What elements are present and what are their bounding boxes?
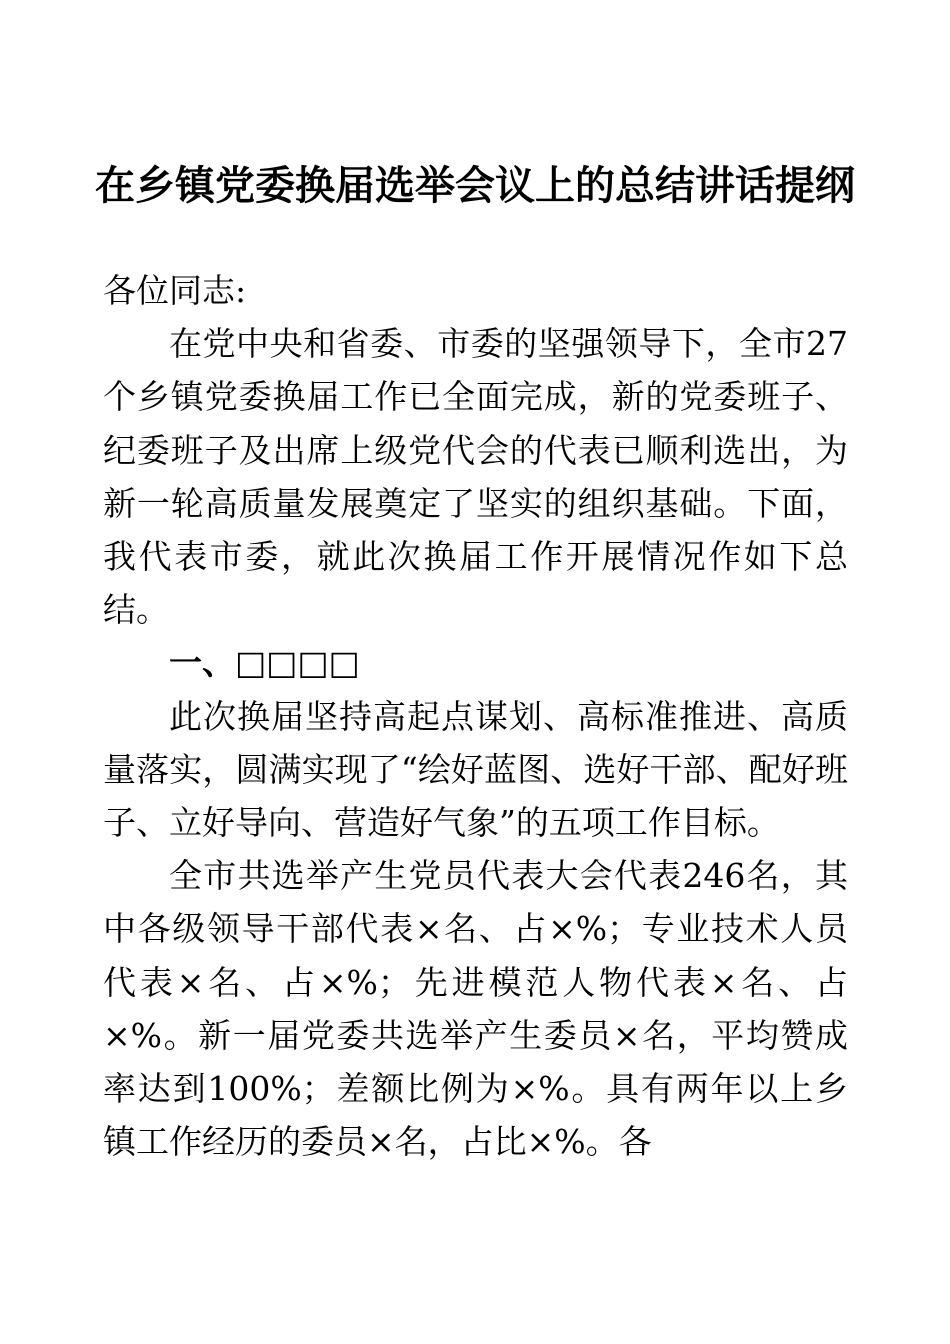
document-body — [103, 264, 848, 1168]
paragraph-statistics: 全市共选举产生党员代表大会代表246名，其中各级领导干部代表×名、占×%；专业技术人员代表×名、占×%；先进模范人物代表×名、占×%。新一届党委共选举产生委员×名，平均赞成率达到100%；差额比例为×%。具有两年以上乡镇工作经历的委员×名，占比×%。各 — [103, 856, 848, 1162]
salutation: 各位同志: — [103, 271, 247, 310]
section-heading-1: 一、□□□□ — [169, 643, 360, 683]
paragraph-intro: 在党中央和省委、市委的坚强领导下，全市27个乡镇党委换届工作已全面完成，新的党委班子、纪委班子及出席上级党代会的代表已顺利选出，为新一轮高质量发展奠定了坚实的组织基础。下面，我代表市委，就此次换届工作开展情况作如下总结。 — [103, 324, 848, 630]
paragraph-goals: 此次换届坚持高起点谋划、高标准推进、高质量落实，圆满实现了“绘好蓝图、选好干部、配好班子、立好导向、营造好气象”的五项工作目标。 — [103, 696, 848, 843]
document-title: 在乡镇党委换届选举会议上的总结讲话提纲 — [95, 162, 855, 209]
